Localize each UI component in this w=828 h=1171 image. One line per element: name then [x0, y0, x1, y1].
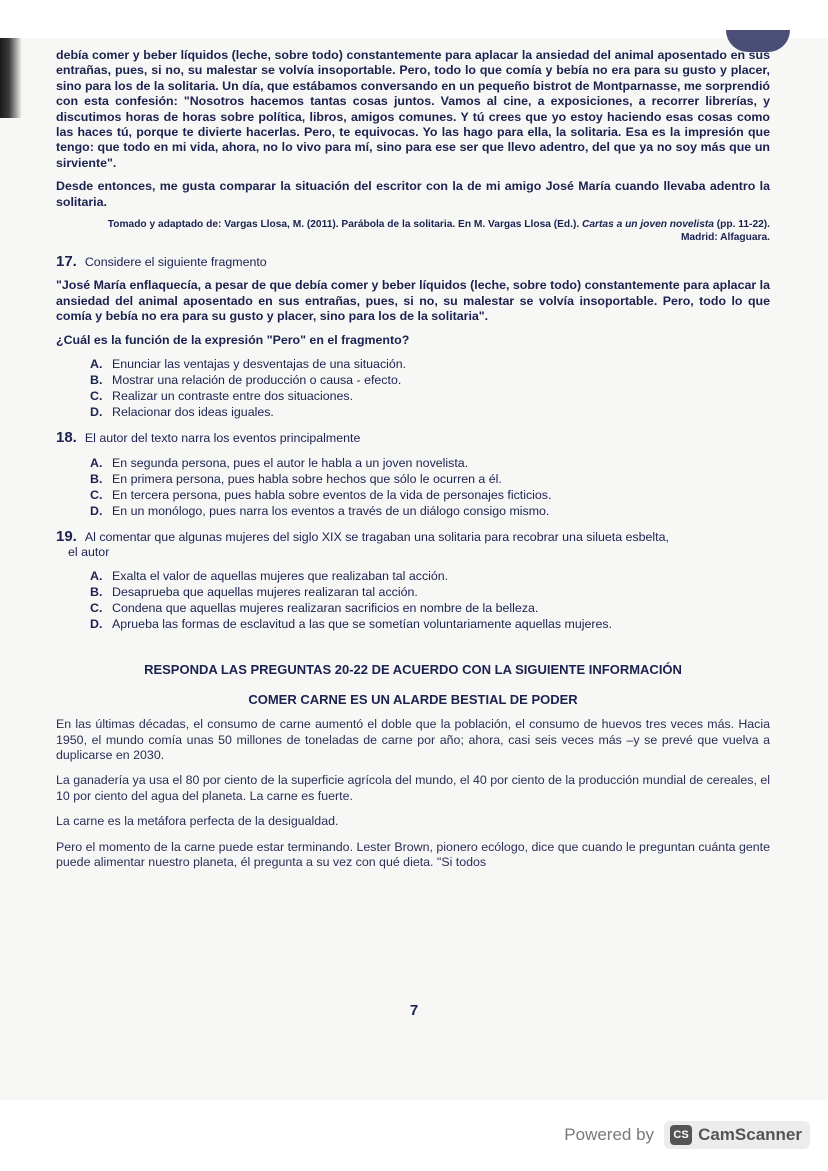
option-text: Relacionar dos ideas iguales.	[112, 405, 274, 420]
camscanner-badge-icon: CS	[670, 1125, 692, 1145]
watermark-powered-text: Powered by	[564, 1125, 655, 1144]
option-a[interactable]	[90, 356, 770, 372]
camscanner-watermark	[564, 1121, 810, 1149]
option-d[interactable]	[90, 503, 770, 519]
option-d[interactable]	[90, 404, 770, 420]
option-b[interactable]	[90, 584, 770, 600]
question-17-quote: "José María enflaquecía, a pesar de que debía comer y beber líquidos (leche, sobre todo) constantemente para aplacar la ansiedad del animal aposentado en sus entrañas, pues, si no, su malestar se volvía insoportable. Pero, todo lo que comía y bebía no era para su gusto y placer, sino para los de la solitaria".	[56, 278, 770, 324]
article-paragraph-4: Pero el momento de la carne puede estar terminando. Lester Brown, pionero ecólogo, dice que cuando le preguntan cuánta gente puede alimentar nuestro planeta, él pregunta a su vez con qué dieta. "Si todos	[56, 839, 770, 869]
page-content	[56, 48, 770, 870]
option-text: En segunda persona, pues el autor le habla a un joven novelista.	[112, 455, 469, 470]
option-c[interactable]	[90, 487, 770, 503]
citation-prefix: Tomado y adaptado de: Vargas Llosa, M. (2011). Parábola de la solitaria. En M. Vargas Llosa (Ed.).	[107, 219, 583, 231]
option-letter: A.	[90, 357, 103, 372]
option-d[interactable]	[90, 616, 770, 632]
option-letter: D.	[90, 617, 103, 632]
option-letter: B.	[90, 373, 103, 388]
section-title: COMER CARNE ES UN ALARDE BESTIAL DE PODER	[248, 691, 578, 707]
scan-shadow-edge	[0, 38, 22, 118]
citation-book-title: Cartas a un joven novelista	[582, 219, 714, 231]
question-19-options	[90, 568, 770, 632]
story-paragraph-2: Desde entonces, me gusta comparar la situación del escritor con la de mi amigo José María cuando llevaba adentro la solitaria.	[56, 179, 770, 209]
camscanner-logo	[664, 1121, 810, 1149]
question-intro: Considere el siguiente fragmento	[84, 255, 267, 270]
option-b[interactable]	[90, 471, 770, 487]
option-text: En tercera persona, pues habla sobre eventos de la vida de personajes ficticios.	[112, 487, 552, 502]
scan-top-margin	[0, 0, 828, 38]
question-19-heading	[56, 529, 770, 545]
option-c[interactable]	[90, 388, 770, 404]
option-letter: A.	[90, 569, 103, 584]
citation-suffix: (pp. 11-22). Madrid: Alfaguara.	[680, 219, 770, 244]
option-text: Condena que aquellas mujeres realizaran sacrificios en nombre de la belleza.	[112, 601, 539, 616]
option-letter: C.	[90, 487, 103, 502]
option-text: Enunciar las ventajas y desventajas de una situación.	[112, 357, 407, 372]
article-paragraph-3: La carne es la metáfora perfecta de la desigualdad.	[56, 814, 339, 829]
option-letter: B.	[90, 585, 103, 600]
option-a[interactable]	[90, 455, 770, 471]
question-number: 17.	[56, 253, 77, 271]
option-letter: D.	[90, 503, 103, 518]
option-c[interactable]	[90, 600, 770, 616]
source-citation	[106, 218, 770, 244]
question-intro: Al comentar que algunas mujeres del siglo XIX se tragaban una solitaria para recobrar una silueta esbelta,	[84, 529, 669, 544]
option-letter: D.	[90, 405, 103, 420]
article-paragraph-2: La ganadería ya usa el 80 por ciento de la superficie agrícola del mundo, el 40 por ciento de la producción mundial de cereales, el 10 por ciento del agua del planeta. La carne es fuerte.	[56, 773, 770, 803]
option-text: Aprueba las formas de esclavitud a las que se sometían voluntariamente aquellas mujeres.	[112, 617, 613, 632]
option-text: Desaprueba que aquellas mujeres realizaran tal acción.	[112, 585, 418, 600]
option-text: En primera persona, pues habla sobre hechos que sólo le ocurren a él.	[112, 471, 502, 486]
question-18-options	[90, 455, 770, 519]
option-letter: A.	[90, 455, 103, 470]
question-number: 19.	[56, 527, 77, 545]
option-text: Realizar un contraste entre dos situaciones.	[112, 389, 354, 404]
option-letter: B.	[90, 471, 103, 486]
option-text: Mostrar una relación de producción o causa - efecto.	[112, 373, 402, 388]
question-intro: El autor del texto narra los eventos principalmente	[84, 431, 361, 446]
option-a[interactable]	[90, 568, 770, 584]
option-text: Exalta el valor de aquellas mujeres que realizaban tal acción.	[112, 569, 449, 584]
story-paragraph-1: debía comer y beber líquidos (leche, sobre todo) constantemente para aplacar la ansiedad del animal aposentado en sus entrañas, pues, si no, su malestar se volvía insoportable. Pero, todo lo que comía y bebía no era para su gusto y placer, sino para los de la solitaria. Un día, que estábamos conversando en un pequeño bistrot de Montparnasse, me sorprendió con esta confesión: "Nosotros hacemos tantas cosas juntos. Vamos al cine, a exposiciones, a recorrer librerías, y discutimos horas de horas sobre política, libros, amigos comunes. Y tú crees que yo estoy haciendo esas cosas como las haces tú, porque te divierte hacerlas. Pero, te equivocas. Yo las hago para ella, la solitaria. Esa es la impresión que tengo: que todo en mi vida, ahora, no lo vivo para mí, sino para ese ser que llevo adentro, del que ya no soy más que un sirviente".	[56, 48, 770, 170]
question-19-heading-continuation: el autor	[68, 544, 110, 559]
question-17-options	[90, 356, 770, 420]
article-paragraph-1: En las últimas décadas, el consumo de carne aumentó el doble que la población, el consumo de huevos tres veces más. Hacia 1950, el mundo comía unas 50 millones de toneladas de carne por año; ahora, casi seis veces más –y se prevé que vuelva a duplicarse en 2030.	[56, 717, 770, 762]
watermark-brand-name: CamScanner	[698, 1125, 802, 1144]
page-number: 7	[409, 1002, 419, 1019]
section-instruction: RESPONDA LAS PREGUNTAS 20-22 DE ACUERDO CON LA SIGUIENTE INFORMACIÓN	[144, 662, 682, 678]
question-18-heading	[56, 430, 770, 446]
question-17-heading	[56, 254, 770, 270]
option-letter: C.	[90, 601, 103, 616]
option-b[interactable]	[90, 372, 770, 388]
question-17-prompt: ¿Cuál es la función de la expresión "Pero" en el fragmento?	[56, 332, 410, 347]
option-letter: C.	[90, 389, 103, 404]
option-text: En un monólogo, pues narra los eventos a través de un diálogo consigo mismo.	[112, 503, 550, 518]
question-number: 18.	[56, 429, 77, 447]
